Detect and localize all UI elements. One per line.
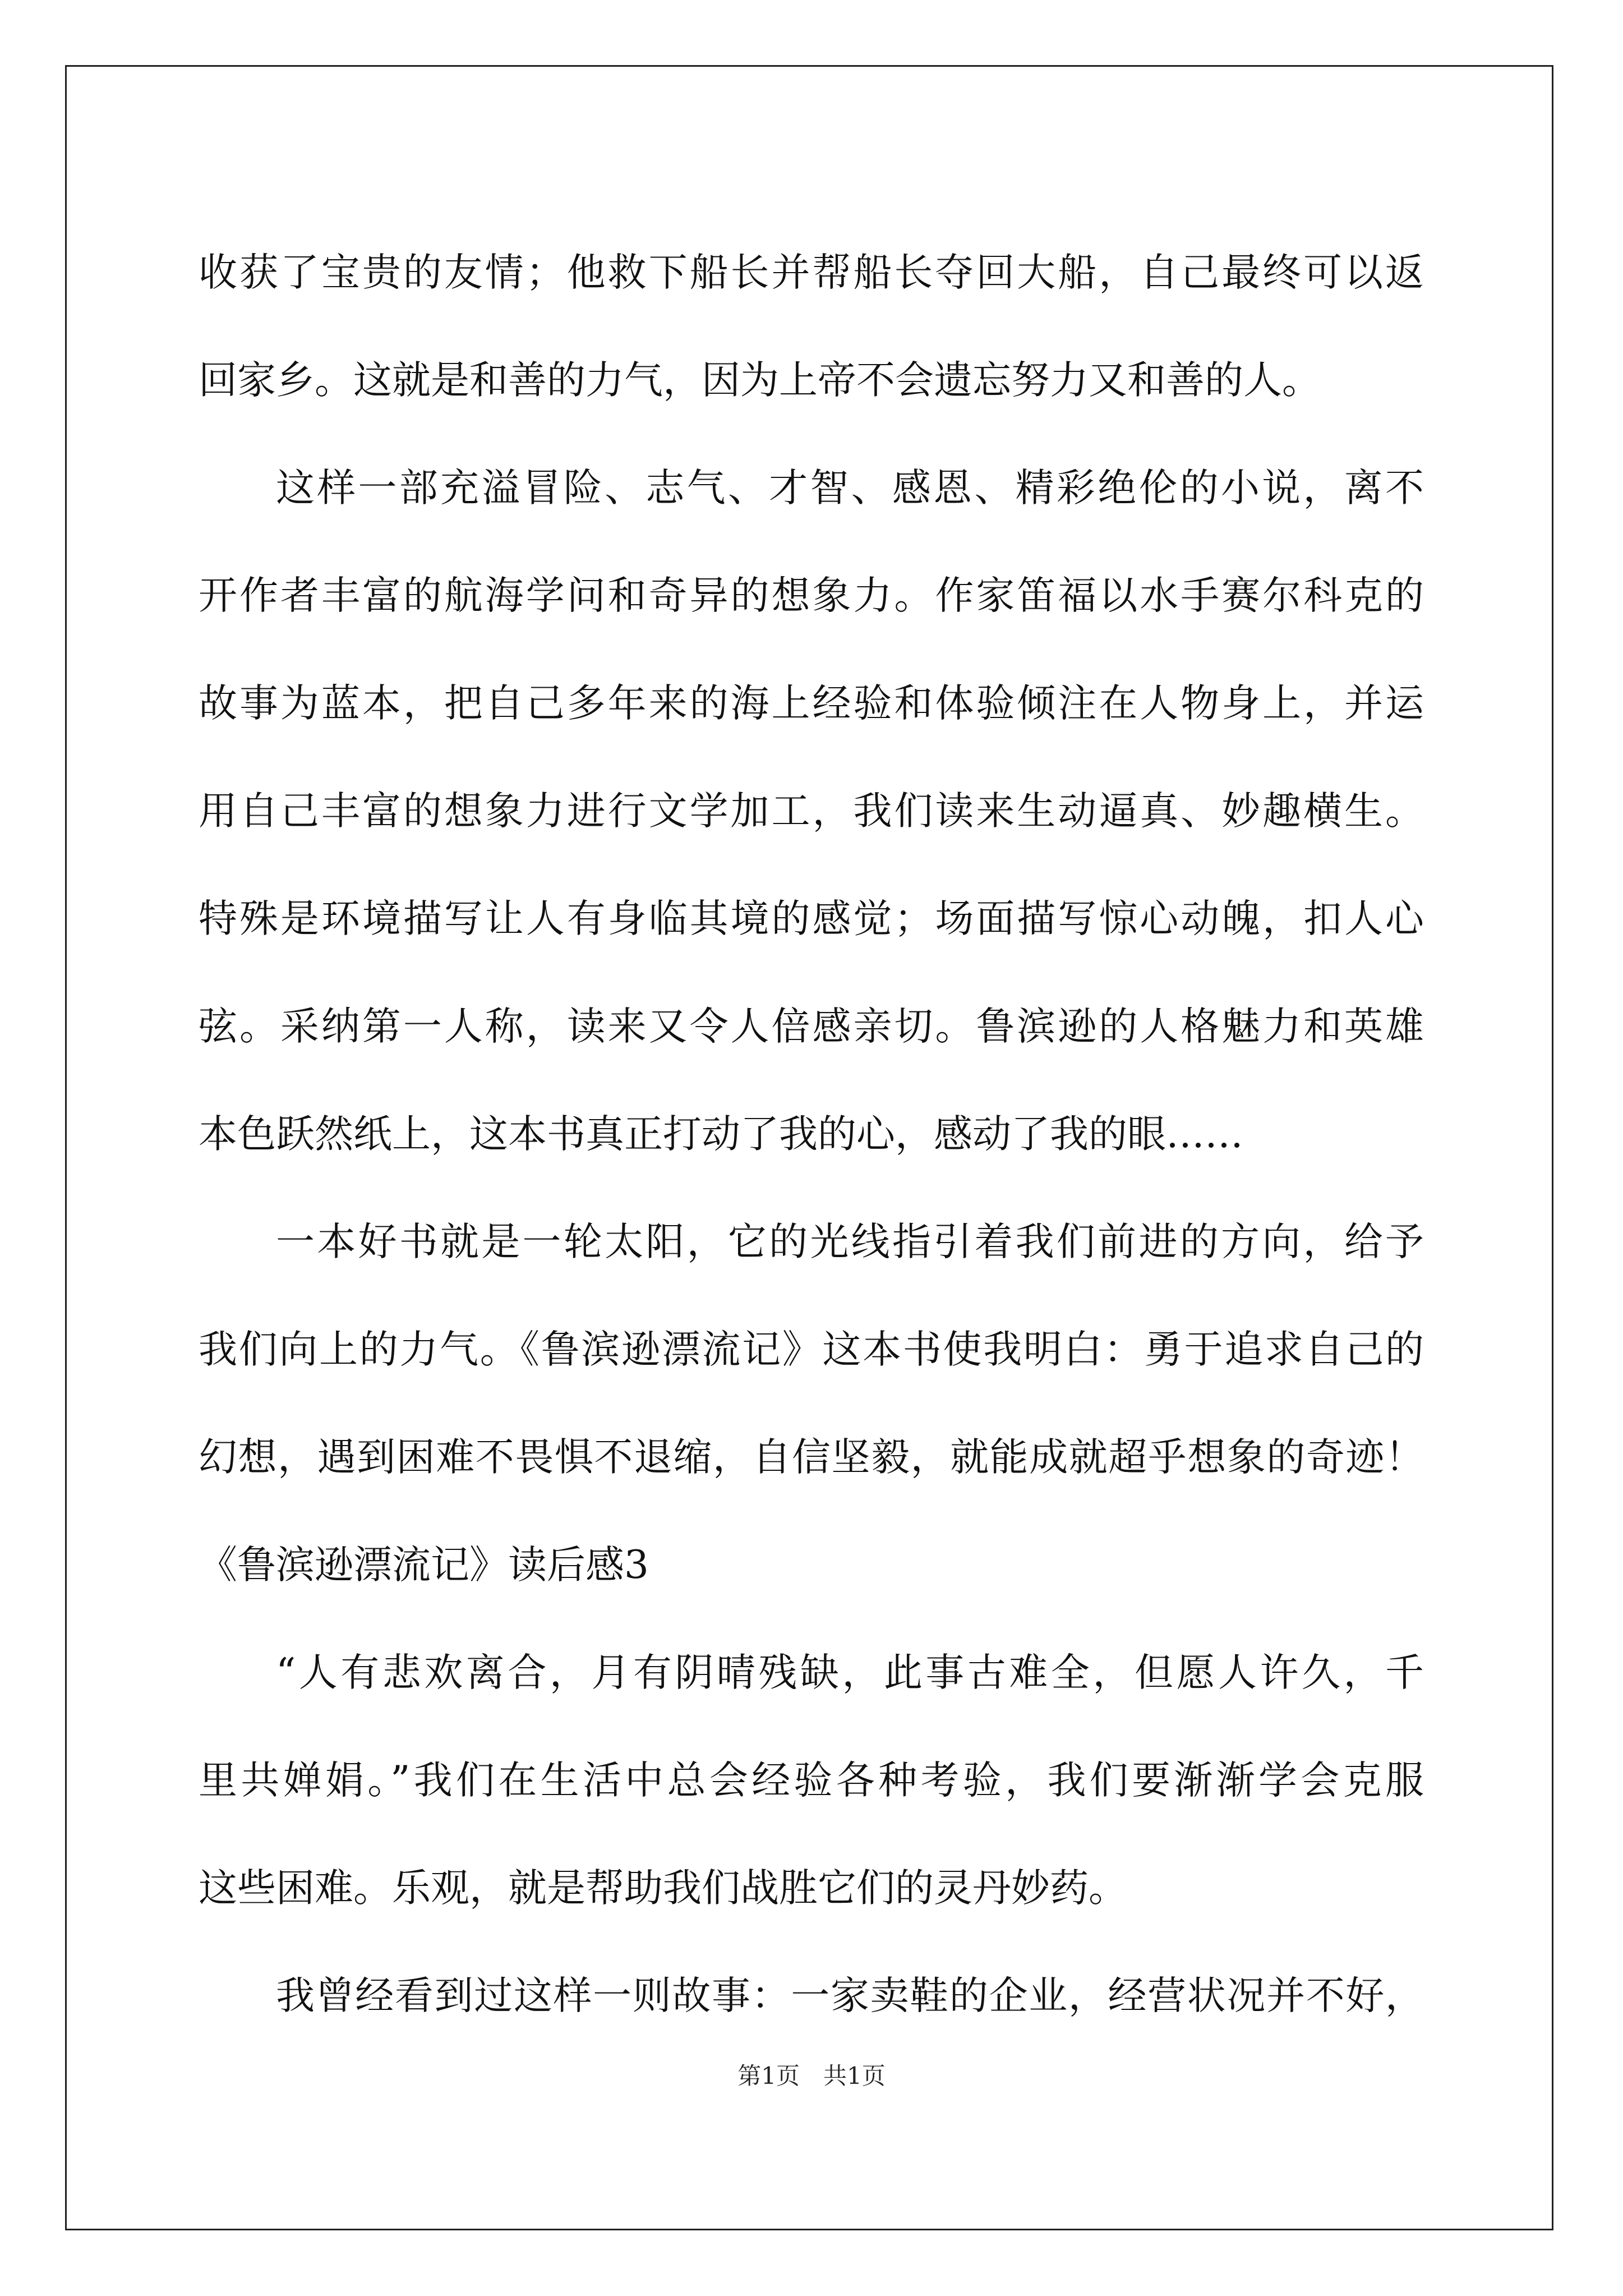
page-footer: 第1页 共1页 <box>737 2062 886 2090</box>
text-line: 我曾经看到过这样一则故事：一家卖鞋的企业，经营状况并不好， <box>276 1973 1424 2018</box>
text-line: “人有悲欢离合，月有阴晴残缺，此事古难全，但愿人许久，千 <box>276 1650 1424 1695</box>
text-line: 开作者丰富的航海学问和奇异的想象力。作家笛福以水手赛尔科克的 <box>199 573 1424 618</box>
text-line: 本色跃然纸上，这本书真正打动了我的心，感动了我的眼…… <box>199 1112 1243 1157</box>
text-line: 用自己丰富的想象力进行文学加工，我们读来生动逼真、妙趣横生。 <box>199 789 1424 834</box>
text-line: 回家乡。这就是和善的力气，因为上帝不会遗忘努力又和善的人。 <box>199 358 1321 403</box>
text-line: 故事为蓝本，把自己多年来的海上经验和体验倾注在人物身上，并运 <box>199 681 1424 726</box>
text-line: 这样一部充溢冒险、志气、才智、感恩、精彩绝伦的小说，离不 <box>276 466 1424 510</box>
text-line: 幻想，遇到困难不畏惧不退缩，自信坚毅，就能成就超乎想象的奇迹！ <box>199 1435 1424 1480</box>
text-line: 弦。采纳第一人称，读来又令人倍感亲切。鲁滨逊的人格魅力和英雄 <box>199 1004 1424 1049</box>
document-body <box>199 219 1424 2050</box>
text-line: 特殊是环境描写让人有身临其境的感觉；场面描写惊心动魄，扣人心 <box>199 896 1424 941</box>
text-line: 一本好书就是一轮太阳，它的光线指引着我们前进的方向，给予 <box>276 1220 1424 1264</box>
text-line: 收获了宝贵的友情；他救下船长并帮船长夺回大船，自己最终可以返 <box>199 250 1424 295</box>
text-line: 里共婵娟。”我们在生活中总会经验各种考验，我们要渐渐学会克服 <box>199 1758 1424 1803</box>
section-heading: 《鲁滨逊漂流记》读后感3 <box>199 1543 649 1588</box>
text-line: 我们向上的力气。《鲁滨逊漂流记》这本书使我明白：勇于追求自己的 <box>199 1327 1424 1372</box>
text-line: 这些困难。乐观，就是帮助我们战胜它们的灵丹妙药。 <box>199 1866 1127 1911</box>
